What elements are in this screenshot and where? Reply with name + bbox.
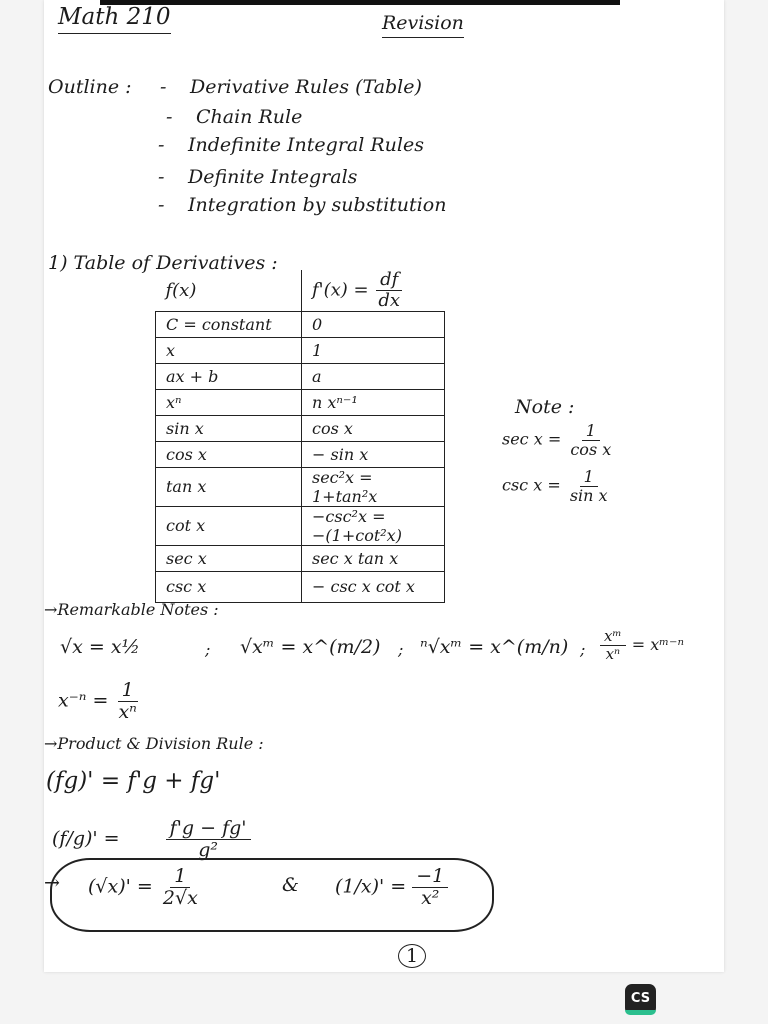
arrow: → [44,872,60,894]
function-cell: cot x [156,506,302,545]
camscanner-logo-icon: CS [625,984,656,1015]
outline-item: - Chain Rule [166,106,303,128]
product-rule: (fg)' = f'g + fg' [46,768,221,794]
derivative-cell: sec²x = 1+tan²x [302,467,445,506]
note-label: Note : [515,396,575,418]
function-cell: csc x [156,571,302,602]
separator: ; [580,640,586,659]
page-number: 1 [398,944,426,968]
separator: ; [205,640,211,659]
function-cell: x [156,337,302,363]
function-cell: C = constant [156,311,302,337]
course-title: Math 210 [58,4,171,34]
separator: ; [398,640,404,659]
product-division-label: →Product & Division Rule : [44,734,264,753]
ampersand: & [282,874,299,896]
function-cell: xⁿ [156,389,302,415]
df-dx-fraction: $\frac{df}{dx}$ [374,270,404,311]
derivative-cell: a [302,363,445,389]
table-header-row [156,270,445,311]
column-header-f: f(x) [165,279,197,301]
table-row [156,337,445,363]
function-cell: tan x [156,467,302,506]
fprime-label: f'(x) = [312,279,369,301]
derivative-cell: − csc x cot x [302,571,445,602]
reciprocal-derivative: (1/x)' = $\frac{-1}{\text{x²}}$ [335,866,448,909]
outline-item: - Integration by substitution [158,194,447,216]
division-rule: (f/g)' = $\frac{f'g - fg'}{\text{g²}}$ [52,818,251,861]
derivatives-table [155,270,445,603]
outline-item: - Indefinite Integral Rules [158,134,424,156]
top-edge-bar [100,0,620,5]
column-header-fprime [302,270,445,311]
table-row [156,389,445,415]
table-row [156,506,445,545]
function-cell: sec x [156,545,302,571]
quotient-power-rule: $\frac{\text{xᵐ}}{\text{xⁿ}}$ = xᵐ⁻ⁿ [600,628,684,662]
table-row [156,363,445,389]
csc-identity: csc x = $\frac{1}{\text{sin x}}$ [502,467,608,505]
sqrt-rule: √x = x½ [60,636,140,658]
sqrt-power-rule: √xᵐ = x^(m/2) [240,636,381,658]
derivative-cell: −csc²x = −(1+cot²x) [302,506,445,545]
function-cell: sin x [156,415,302,441]
derivative-cell: 0 [302,311,445,337]
derivative-cell: sec x tan x [302,545,445,571]
outline-label: Outline : [48,76,132,98]
sec-identity: sec x = $\frac{1}{\text{cos x}}$ [502,421,612,459]
table-row [156,441,445,467]
derivatives-table-body [156,311,445,602]
table-row [156,467,445,506]
remarkable-notes-label: →Remarkable Notes : [44,600,219,619]
nth-root-rule: ⁿ√xᵐ = x^(m/n) [420,636,569,658]
outline-item: - Definite Integrals [158,166,358,188]
derivatives-heading: 1) Table of Derivatives : [48,252,278,274]
function-cell: ax + b [156,363,302,389]
derivative-cell: − sin x [302,441,445,467]
outline-item: - Derivative Rules (Table) [160,76,422,98]
page-title: Revision [382,12,464,38]
derivative-cell: 1 [302,337,445,363]
derivative-cell: cos x [302,415,445,441]
derivative-cell: n xⁿ⁻¹ [302,389,445,415]
table-row [156,311,445,337]
sqrt-derivative: (√x)' = $\frac{1}{2√x}$ [88,865,198,909]
negative-exponent-rule: x⁻ⁿ = $\frac{1}{\text{xⁿ}}$ [58,679,137,723]
function-cell: cos x [156,441,302,467]
table-row [156,415,445,441]
table-row [156,571,445,602]
table-row [156,545,445,571]
